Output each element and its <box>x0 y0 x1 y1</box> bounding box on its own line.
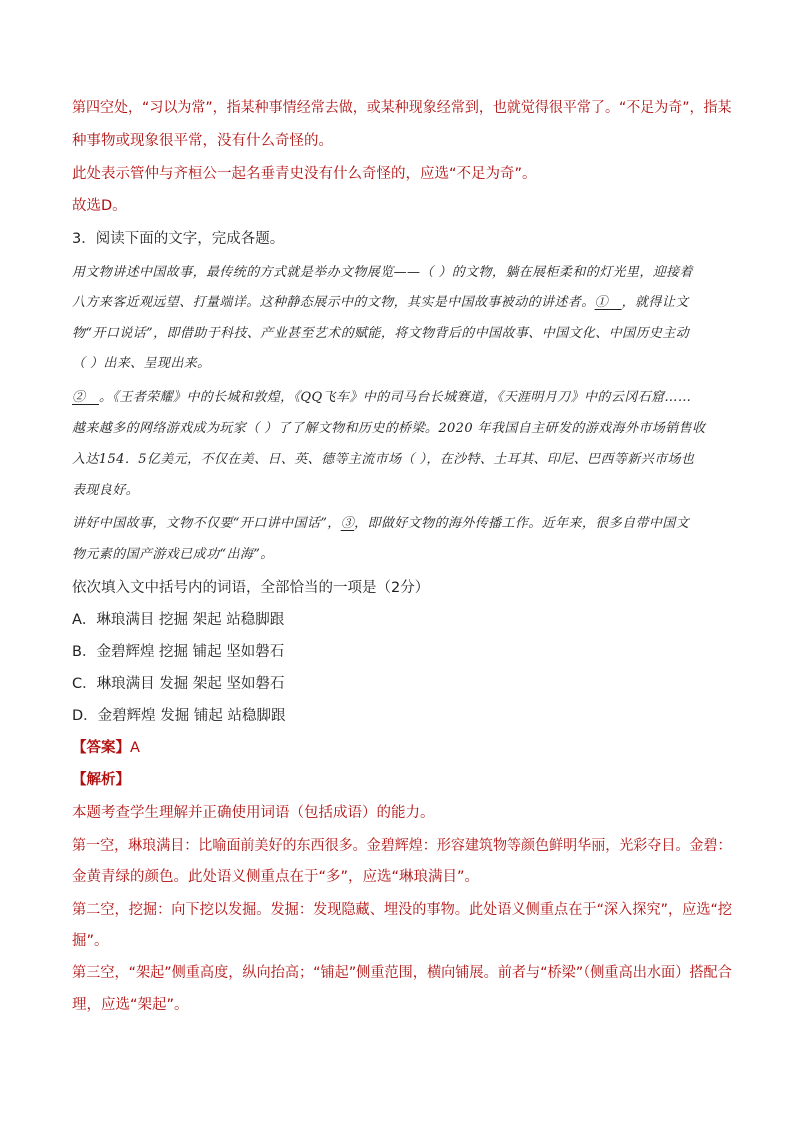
analysis-label: 【解析】 <box>72 772 130 788</box>
passage-text: 八方来客近观远望、打量端详。这种静态展示中的文物，其实是中国故事被动的讲述者。 <box>72 295 595 310</box>
passage-line <box>72 293 732 313</box>
analysis-line: 第一空，琳琅满目：比喻面前美好的东西很多。金碧辉煌：形容建筑物等颜色鲜明华丽，光彩夺目。金碧： <box>72 838 732 854</box>
passage-line: 越来越多的网络游戏成为玩家（ ）了了解文物和历史的桥梁。2020 年我国自主研发的游戏海外市场销售收 <box>72 421 706 436</box>
answer-label: 【答案】 <box>72 740 130 756</box>
passage-line <box>72 514 732 534</box>
explanation-line: 第四空处，“习以为常”，指某种事情经常去做，或某种现象经常到，也就觉得很平常了。“不足为奇”，指某 <box>72 100 732 116</box>
passage-line: 用文物讲述中国故事，最传统的方式就是举办文物展览——（ ）的文物，躺在展柜柔和的灯光里，迎接着 <box>72 265 693 280</box>
option-b: B．金碧辉煌 挖掘 铺起 坚如磐石 <box>72 644 285 660</box>
option-d: D．金碧辉煌 发掘 铺起 站稳脚跟 <box>72 708 286 724</box>
blank-mark-2: ② <box>72 390 86 405</box>
answer-line <box>72 738 732 758</box>
blank-mark-1: ① <box>594 295 609 310</box>
blank-mark-3: ③ <box>340 516 355 531</box>
question-title: 3．阅读下面的文字，完成各题。 <box>72 231 285 247</box>
explanation-line: 故选D。 <box>72 198 127 214</box>
option-c: C．琳琅满目 发掘 架起 坚如磐石 <box>72 676 285 692</box>
analysis-line: 第三空，“架起”侧重高度，纵向抬高；“铺起”侧重范围，横向铺展。前者与“桥梁”（侧重高出水面）搭配合 <box>72 965 732 981</box>
passage-line: （ ）出来、呈现出来。 <box>72 356 211 371</box>
analysis-line: 本题考查学生理解并正确使用词语（包括成语）的能力。 <box>72 805 435 821</box>
passage-line: 表现良好。 <box>72 483 140 498</box>
analysis-line: 理，应选“架起”。 <box>72 997 189 1013</box>
answer-value: A <box>130 740 140 756</box>
passage-text: 。《王者荣耀》中的长城和敦煌，《QQ飞车》中的司马台长城赛道，《天涯明月刀》中的云冈石窟…… <box>99 390 692 405</box>
analysis-line: 第二空，挖掘：向下挖以发掘。发掘：发现隐藏、埋没的事物。此处语义侧重点在于“深入探究”，应选“挖 <box>72 902 733 918</box>
explanation-line: 种事物或现象很平常，没有什么奇怪的。 <box>72 133 333 149</box>
option-a: A．琳琅满目 挖掘 架起 站稳脚跟 <box>72 612 285 628</box>
passage-line: 物元素的国产游戏已成功“出海”。 <box>72 547 274 562</box>
analysis-line: 金黄青绿的颜色。此处语义侧重点在于“多”，应选“琳琅满目”。 <box>72 869 480 885</box>
question-prompt: 依次填入文中括号内的词语，全部恰当的一项是（2分） <box>72 580 430 596</box>
passage-line: 入达154．5亿美元，不仅在美、日、英、德等主流市场（ ），在沙特、土耳其、印尼、巴西等新兴市场也 <box>72 452 695 467</box>
passage-text: 讲好中国故事，文物不仅要“开口讲中国话”， <box>72 516 341 531</box>
passage-line <box>72 388 732 408</box>
analysis-line: 掘”。 <box>72 933 109 949</box>
explanation-line: 此处表示管仲与齐桓公一起名垂青史没有什么奇怪的，应选“不足为奇”。 <box>72 166 537 182</box>
passage-line: 物“开口说话”，即借助于科技、产业甚至艺术的赋能，将文物背后的中国故事、中国文化、中国历史主动 <box>72 326 690 341</box>
passage-text: ，就得让文 <box>621 295 689 310</box>
passage-text: ，即做好文物的海外传播工作。近年来，很多自带中国文 <box>354 516 690 531</box>
